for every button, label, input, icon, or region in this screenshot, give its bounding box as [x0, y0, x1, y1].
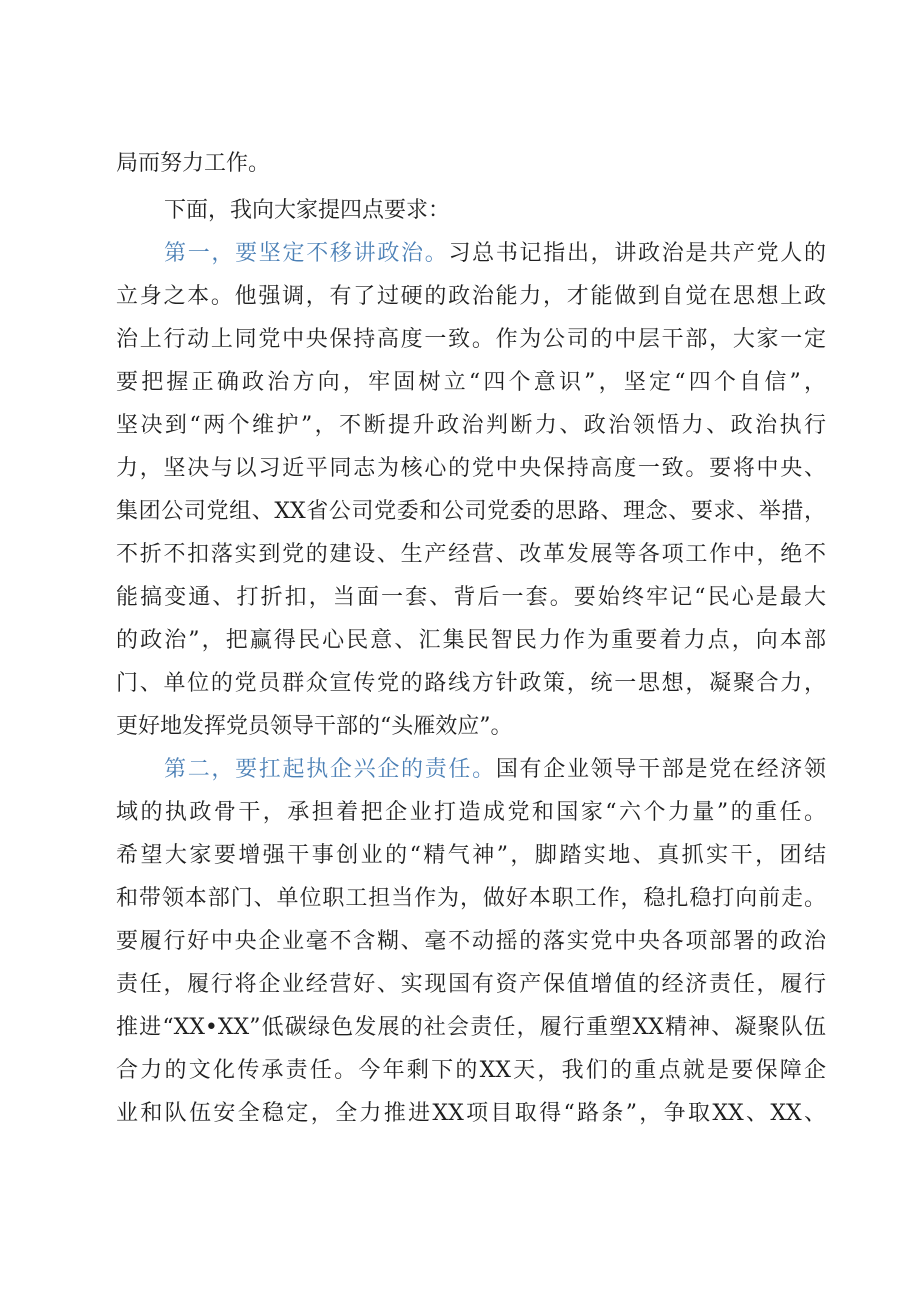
text-line: 合力的文化传承责任。今年剩下的XX天，我们的重点就是要保障企: [116, 1058, 826, 1083]
text-line: 希望大家要增强干事创业的“精气神”，脚踏实地、真抓实干，团结: [116, 843, 826, 868]
text-line: 门、单位的党员群众宣传党的路线方针政策，统一思想，凝聚合力，: [116, 671, 826, 696]
text-line: 坚决到“两个维护”，不断提升政治判断力、政治领悟力、政治执行: [116, 413, 826, 438]
text-span: 国有企业领导干部是党在经济领: [495, 757, 826, 782]
paragraph-second-opening: [164, 752, 826, 788]
text-line: 集团公司党组、XX省公司党委和公司党委的思路、理念、要求、举措，: [116, 499, 826, 524]
text-line: 治上行动上同党中央保持高度一致。作为公司的中层干部，大家一定: [116, 327, 826, 352]
text-line: 域的执政骨干，承担着把企业打造成党和国家“六个力量”的重任。: [116, 800, 826, 825]
text-line: 要把握正确政治方向，牢固树立“四个意识”，坚定“四个自信”，: [116, 370, 826, 395]
text-line: 局而努力工作。: [116, 151, 271, 176]
text-line: 下面，我向大家提四点要求：: [164, 198, 451, 223]
text-line: 更好地发挥党员领导干部的“头雁效应”。: [116, 714, 513, 739]
text-line: 立身之本。他强调，有了过硬的政治能力，才能做到自觉在思想上政: [116, 284, 826, 309]
text-line: 不折不扣落实到党的建设、生产经营、改革发展等各项工作中，绝不: [116, 542, 826, 567]
text-line: 和带领本部门、单位职工担当作为，做好本职工作，稳扎稳打向前走。: [116, 886, 826, 911]
text-line: 的政治”，把赢得民心民意、汇集民智民力作为重要着力点，向本部: [116, 628, 826, 653]
text-line: 责任，履行将企业经营好、实现国有资产保值增值的经济责任，履行: [116, 972, 826, 997]
text-line: 能搞变通、打折扣，当面一套、背后一套。要始终牢记“民心是最大: [116, 585, 826, 610]
text-line: 推进“XX•XX”低碳绿色发展的社会责任，履行重塑XX精神、凝聚队伍: [116, 1015, 826, 1040]
text-span: 习总书记指出，讲政治是共产党人的: [448, 241, 826, 266]
paragraph-first-opening: [164, 236, 826, 272]
text-line: 要履行好中央企业毫不含糊、毫不动摇的落实党中央各项部署的政治: [116, 929, 826, 954]
heading-first-requirement: 第一，要坚定不移讲政治。: [164, 241, 449, 266]
text-line: 业和队伍安全稳定，全力推进XX项目取得“路条”，争取XX、XX、: [116, 1101, 826, 1126]
text-line: 力，坚决与以习近平同志为核心的党中央保持高度一致。要将中央、: [116, 456, 826, 481]
heading-second-requirement: 第二，要扛起执企兴企的责任。: [164, 757, 496, 782]
